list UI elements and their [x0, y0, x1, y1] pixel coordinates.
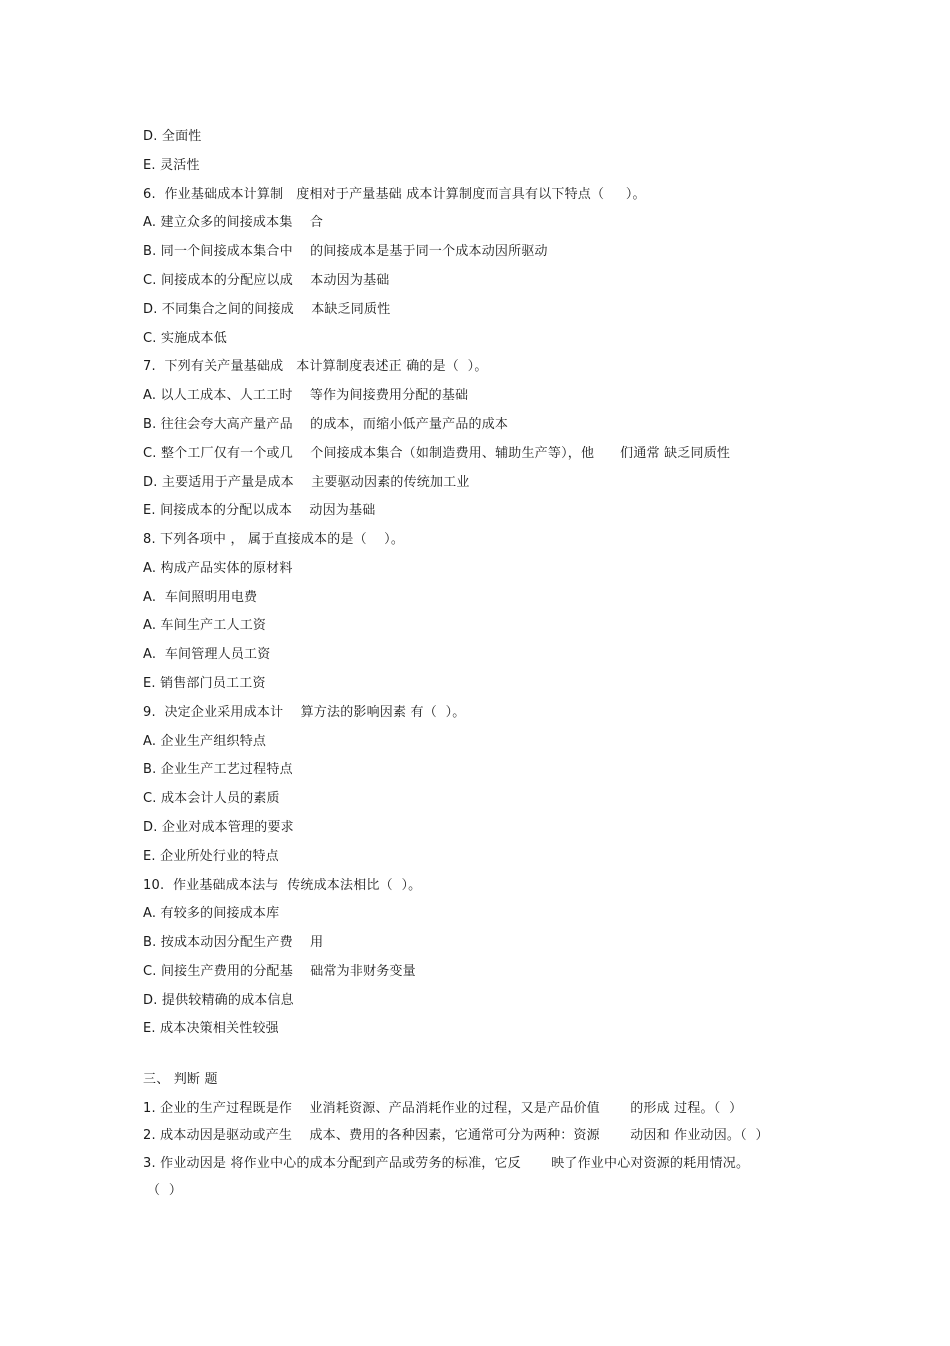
option-line: D. 主要适用于产量是成本 主要驱动因素的传统加工业: [143, 475, 470, 490]
option-line: B. 同一个间接成本集合中 的间接成本是基于同一个成本动因所驱动: [143, 244, 548, 259]
question-line: 9. 决定企业采用成本计 算方法的影响因素 有（ ）。: [143, 705, 466, 720]
question-line: 7. 下列有关产量基础成 本计算制度表述正 确的是（ ）。: [143, 359, 488, 374]
question-line: 6. 作业基础成本计算制 度相对于产量基础 成本计算制度而言具有以下特点（ ）。: [143, 187, 646, 202]
option-line: A. 以人工成本、人工工时 等作为间接费用分配的基础: [143, 388, 469, 403]
option-line: C. 实施成本低: [143, 331, 227, 346]
section-heading: 三、 判断 题: [143, 1072, 218, 1087]
judgment-line: 1. 企业的生产过程既是作 业消耗资源、产品消耗作业的过程，又是产品价值 的形成 过程。（ ）: [143, 1101, 743, 1116]
option-line: B. 企业生产工艺过程特点: [143, 762, 293, 777]
question-line: 10. 作业基础成本法与 传统成本法相比（ ）。: [143, 878, 422, 893]
option-line: C. 间接成本的分配应以成 本动因为基础: [143, 273, 390, 288]
option-line: A. 车间生产工人工资: [143, 618, 267, 633]
option-line: D. 提供较精确的成本信息: [143, 993, 294, 1008]
option-line: A. 车间照明用电费: [143, 590, 258, 605]
option-line: B. 按成本动因分配生产费 用: [143, 935, 324, 950]
option-line: C. 间接生产费用的分配基 础常为非财务变量: [143, 964, 416, 979]
option-line: D. 企业对成本管理的要求: [143, 820, 294, 835]
judgment-line: 2. 成本动因是驱动或产生 成本、费用的各种因素，它通常可分为两种：资源 动因和 作业动因。（ ）: [143, 1128, 769, 1143]
option-line: E. 间接成本的分配以成本 动因为基础: [143, 503, 376, 518]
option-line: E. 销售部门员工工资: [143, 676, 266, 691]
option-line: A. 建立众多的间接成本集 合: [143, 215, 324, 230]
option-line: A. 企业生产组织特点: [143, 734, 267, 749]
option-line: D. 不同集合之间的间接成 本缺乏同质性: [143, 302, 391, 317]
option-line: C. 整个工厂仅有一个或几 个间接成本集合（如制造费用、辅助生产等），他 们通常 缺乏同质性: [143, 446, 731, 461]
option-line: E. 企业所处行业的特点: [143, 849, 279, 864]
judgment-line: 3. 作业动因是 将作业中心的成本分配到产品或劳务的标准，它反 映了作业中心对资源的耗用情况。: [143, 1156, 750, 1171]
option-line: A. 车间管理人员工资: [143, 647, 271, 662]
option-line: A. 有较多的间接成本库: [143, 906, 280, 921]
option-line: D. 全面性: [143, 129, 202, 144]
judgment-answer-blank: （ ）: [147, 1183, 183, 1198]
option-line: C. 成本会计人员的素质: [143, 791, 280, 806]
option-line: A. 构成产品实体的原材料: [143, 561, 293, 576]
option-line: E. 成本决策相关性较强: [143, 1021, 279, 1036]
option-line: B. 往往会夸大高产量产品 的成本，而缩小低产量产品的成本: [143, 417, 509, 432]
question-line: 8. 下列各项中 ， 属于直接成本的是（ ）。: [143, 532, 405, 547]
option-line: E. 灵活性: [143, 158, 200, 173]
